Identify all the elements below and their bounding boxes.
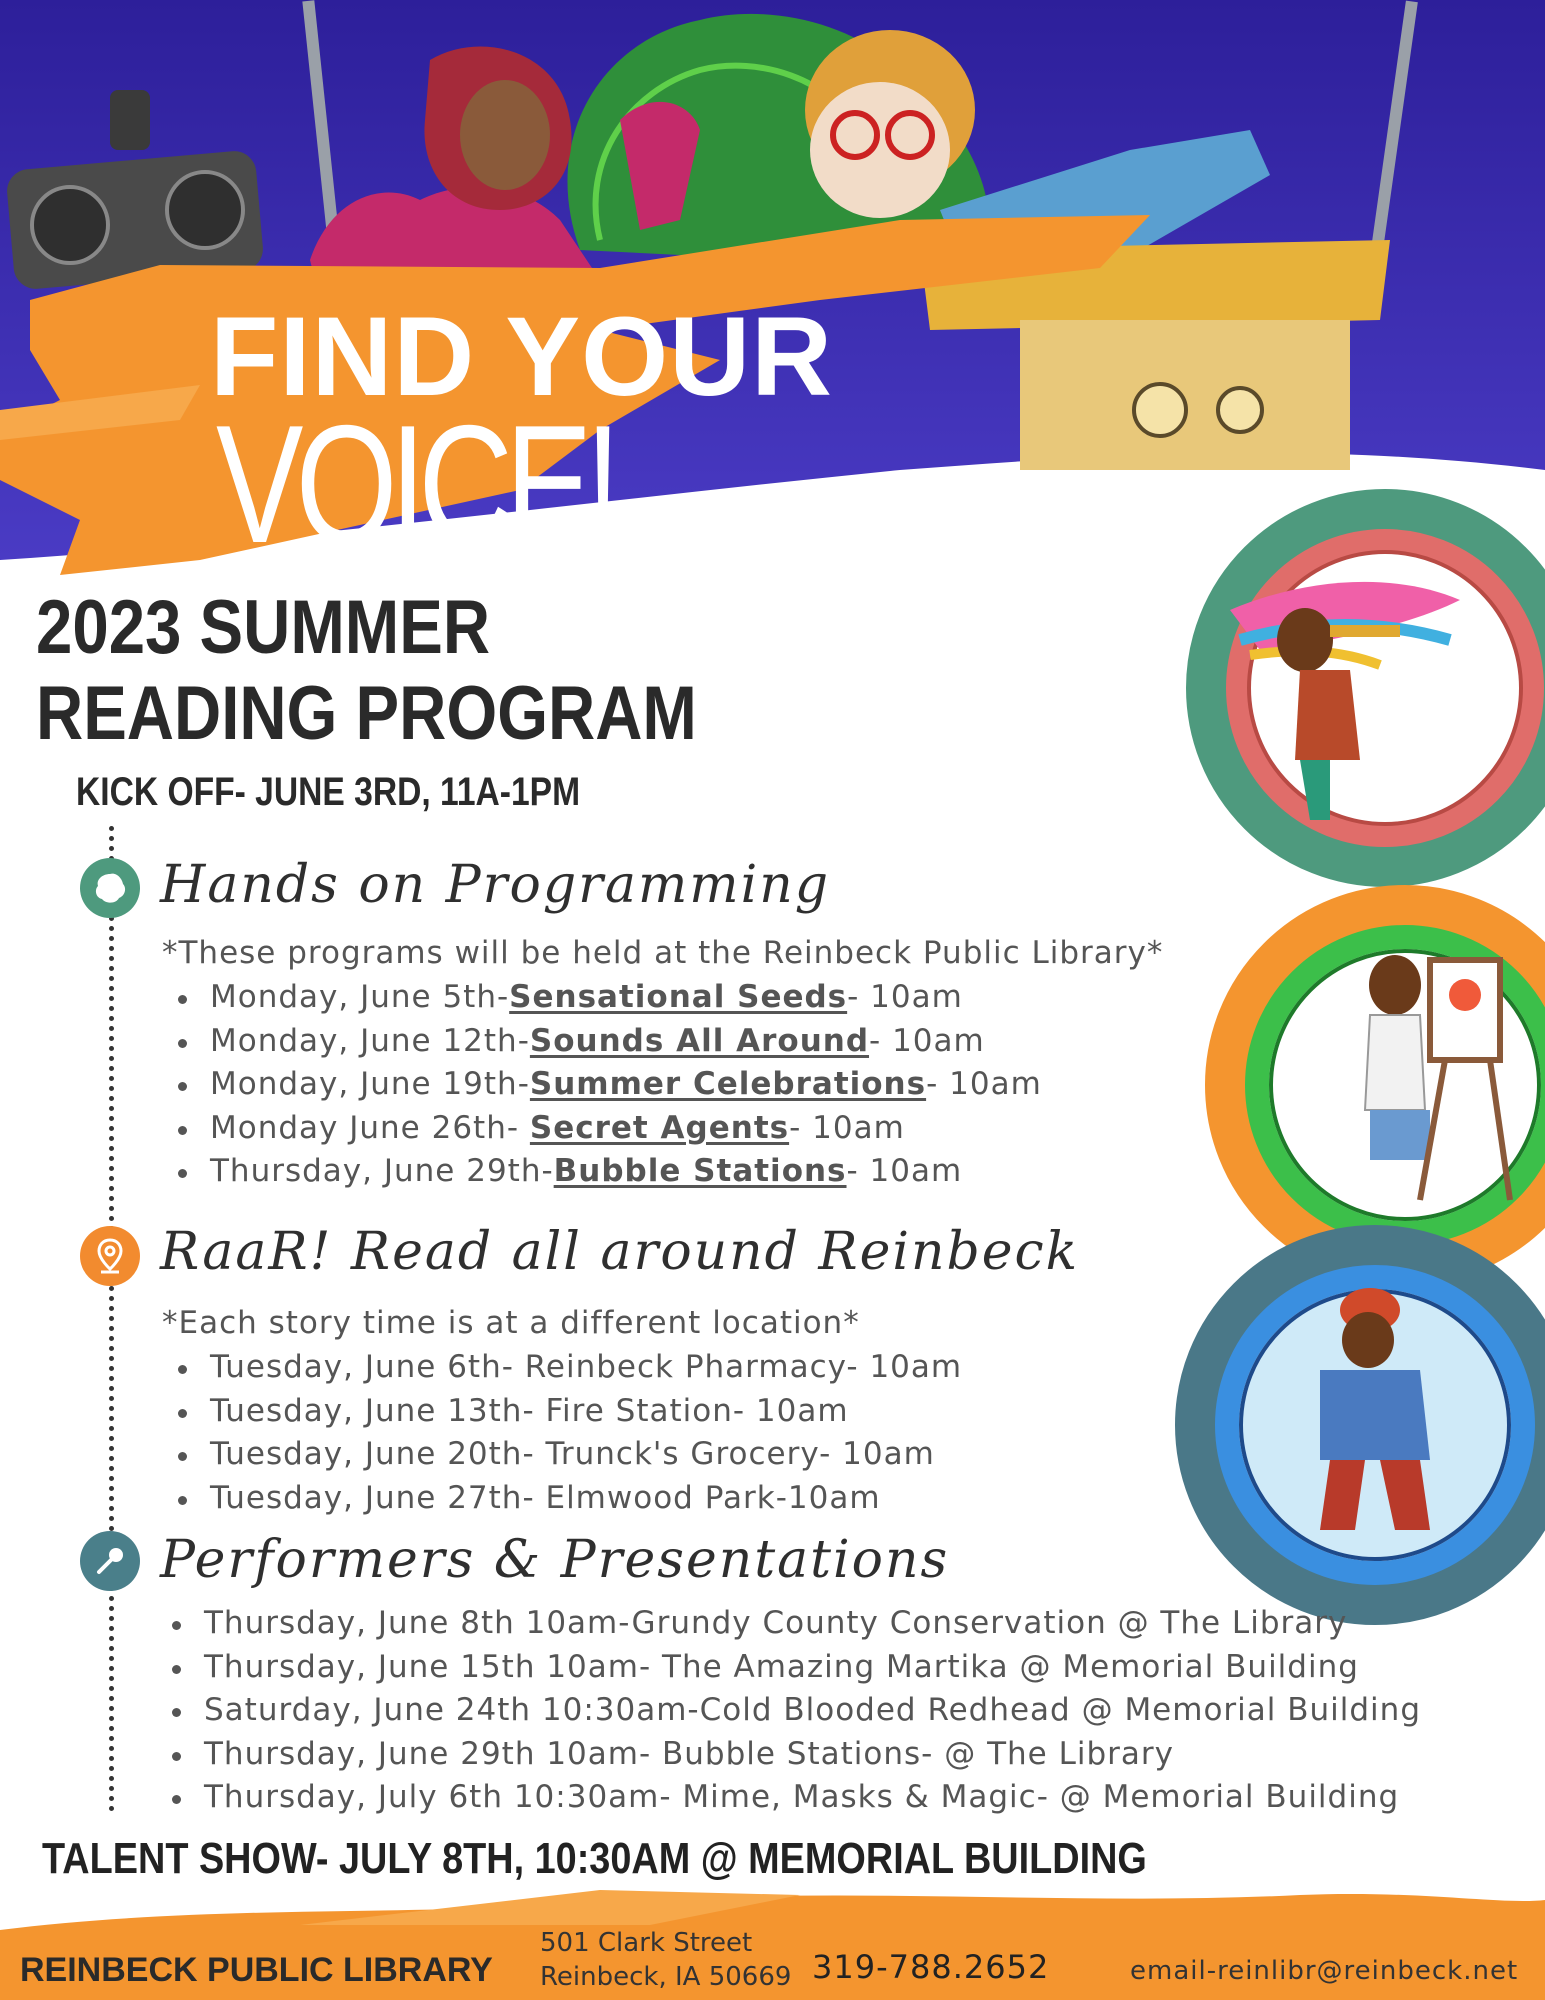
program-title-line1: 2023 SUMMER <box>36 585 491 670</box>
list-item: Monday, June 5th-Sensational Seeds- 10am <box>174 976 1042 1020</box>
splat-icon <box>80 858 140 918</box>
list-item: Tuesday, June 20th- Trunck's Grocery- 10am <box>174 1433 962 1477</box>
microphone-icon <box>80 1531 140 1591</box>
library-email: email-reinlibr@reinbeck.net <box>1130 1956 1519 1986</box>
hero-title-line2: VOICE! <box>216 390 614 578</box>
kickoff-date: KICK OFF- JUNE 3RD, 11A-1PM <box>76 770 581 814</box>
performers-list <box>168 1602 1421 1820</box>
timeline-dotted-line <box>109 826 114 1812</box>
list-item: Thursday, June 29th 10am- Bubble Stations- @ The Library <box>168 1733 1421 1777</box>
address-line2: Reinbeck, IA 50669 <box>540 1962 792 1992</box>
hero-title-line1: FIND YOUR <box>210 294 833 419</box>
hands-on-note: *These programs will be held at the Reinbeck Public Library* <box>162 935 1164 971</box>
list-item: Thursday, July 6th 10:30am- Mime, Masks & Magic- @ Memorial Building <box>168 1776 1421 1820</box>
library-address <box>540 1926 791 1994</box>
program-title-line2: READING PROGRAM <box>36 671 697 756</box>
section-heading-performers: Performers & Presentations <box>160 1530 950 1590</box>
list-item: Monday, June 19th-Summer Celebrations- 10am <box>174 1063 1042 1107</box>
list-item: Tuesday, June 6th- Reinbeck Pharmacy- 10am <box>174 1346 962 1390</box>
section-heading-hands-on: Hands on Programming <box>160 855 830 915</box>
raar-note: *Each story time is at a different location* <box>162 1305 860 1341</box>
library-phone: 319-788.2652 <box>812 1948 1050 1986</box>
list-item: Thursday, June 8th 10am-Grundy County Conservation @ The Library <box>168 1602 1421 1646</box>
list-item: Thursday, June 29th-Bubble Stations- 10am <box>174 1150 1042 1194</box>
list-item: Monday, June 12th-Sounds All Around- 10am <box>174 1020 1042 1064</box>
list-item: Tuesday, June 13th- Fire Station- 10am <box>174 1390 962 1434</box>
section-heading-raar: RaaR! Read all around Reinbeck <box>160 1222 1080 1282</box>
library-name: REINBECK PUBLIC LIBRARY <box>20 1951 493 1989</box>
list-item: Monday June 26th- Secret Agents- 10am <box>174 1107 1042 1151</box>
list-item: Thursday, June 15th 10am- The Amazing Martika @ Memorial Building <box>168 1646 1421 1690</box>
raar-list <box>174 1346 962 1520</box>
program-link: Sounds All Around <box>529 1022 870 1059</box>
address-line1: 501 Clark Street <box>540 1928 753 1958</box>
program-link: Summer Celebrations <box>529 1066 927 1102</box>
list-item: Saturday, June 24th 10:30am-Cold Blooded Redhead @ Memorial Building <box>168 1689 1421 1733</box>
program-link: Secret Agents <box>529 1109 790 1146</box>
program-link: Sensational Seeds <box>509 979 848 1015</box>
hands-on-list <box>174 976 1042 1194</box>
program-link: Bubble Stations <box>553 1153 847 1189</box>
talent-show-announcement: TALENT SHOW- JULY 8TH, 10:30AM @ MEMORIAL BUILDING <box>42 1834 1147 1883</box>
map-pin-icon <box>80 1226 140 1286</box>
list-item: Tuesday, June 27th- Elmwood Park-10am <box>174 1477 962 1521</box>
